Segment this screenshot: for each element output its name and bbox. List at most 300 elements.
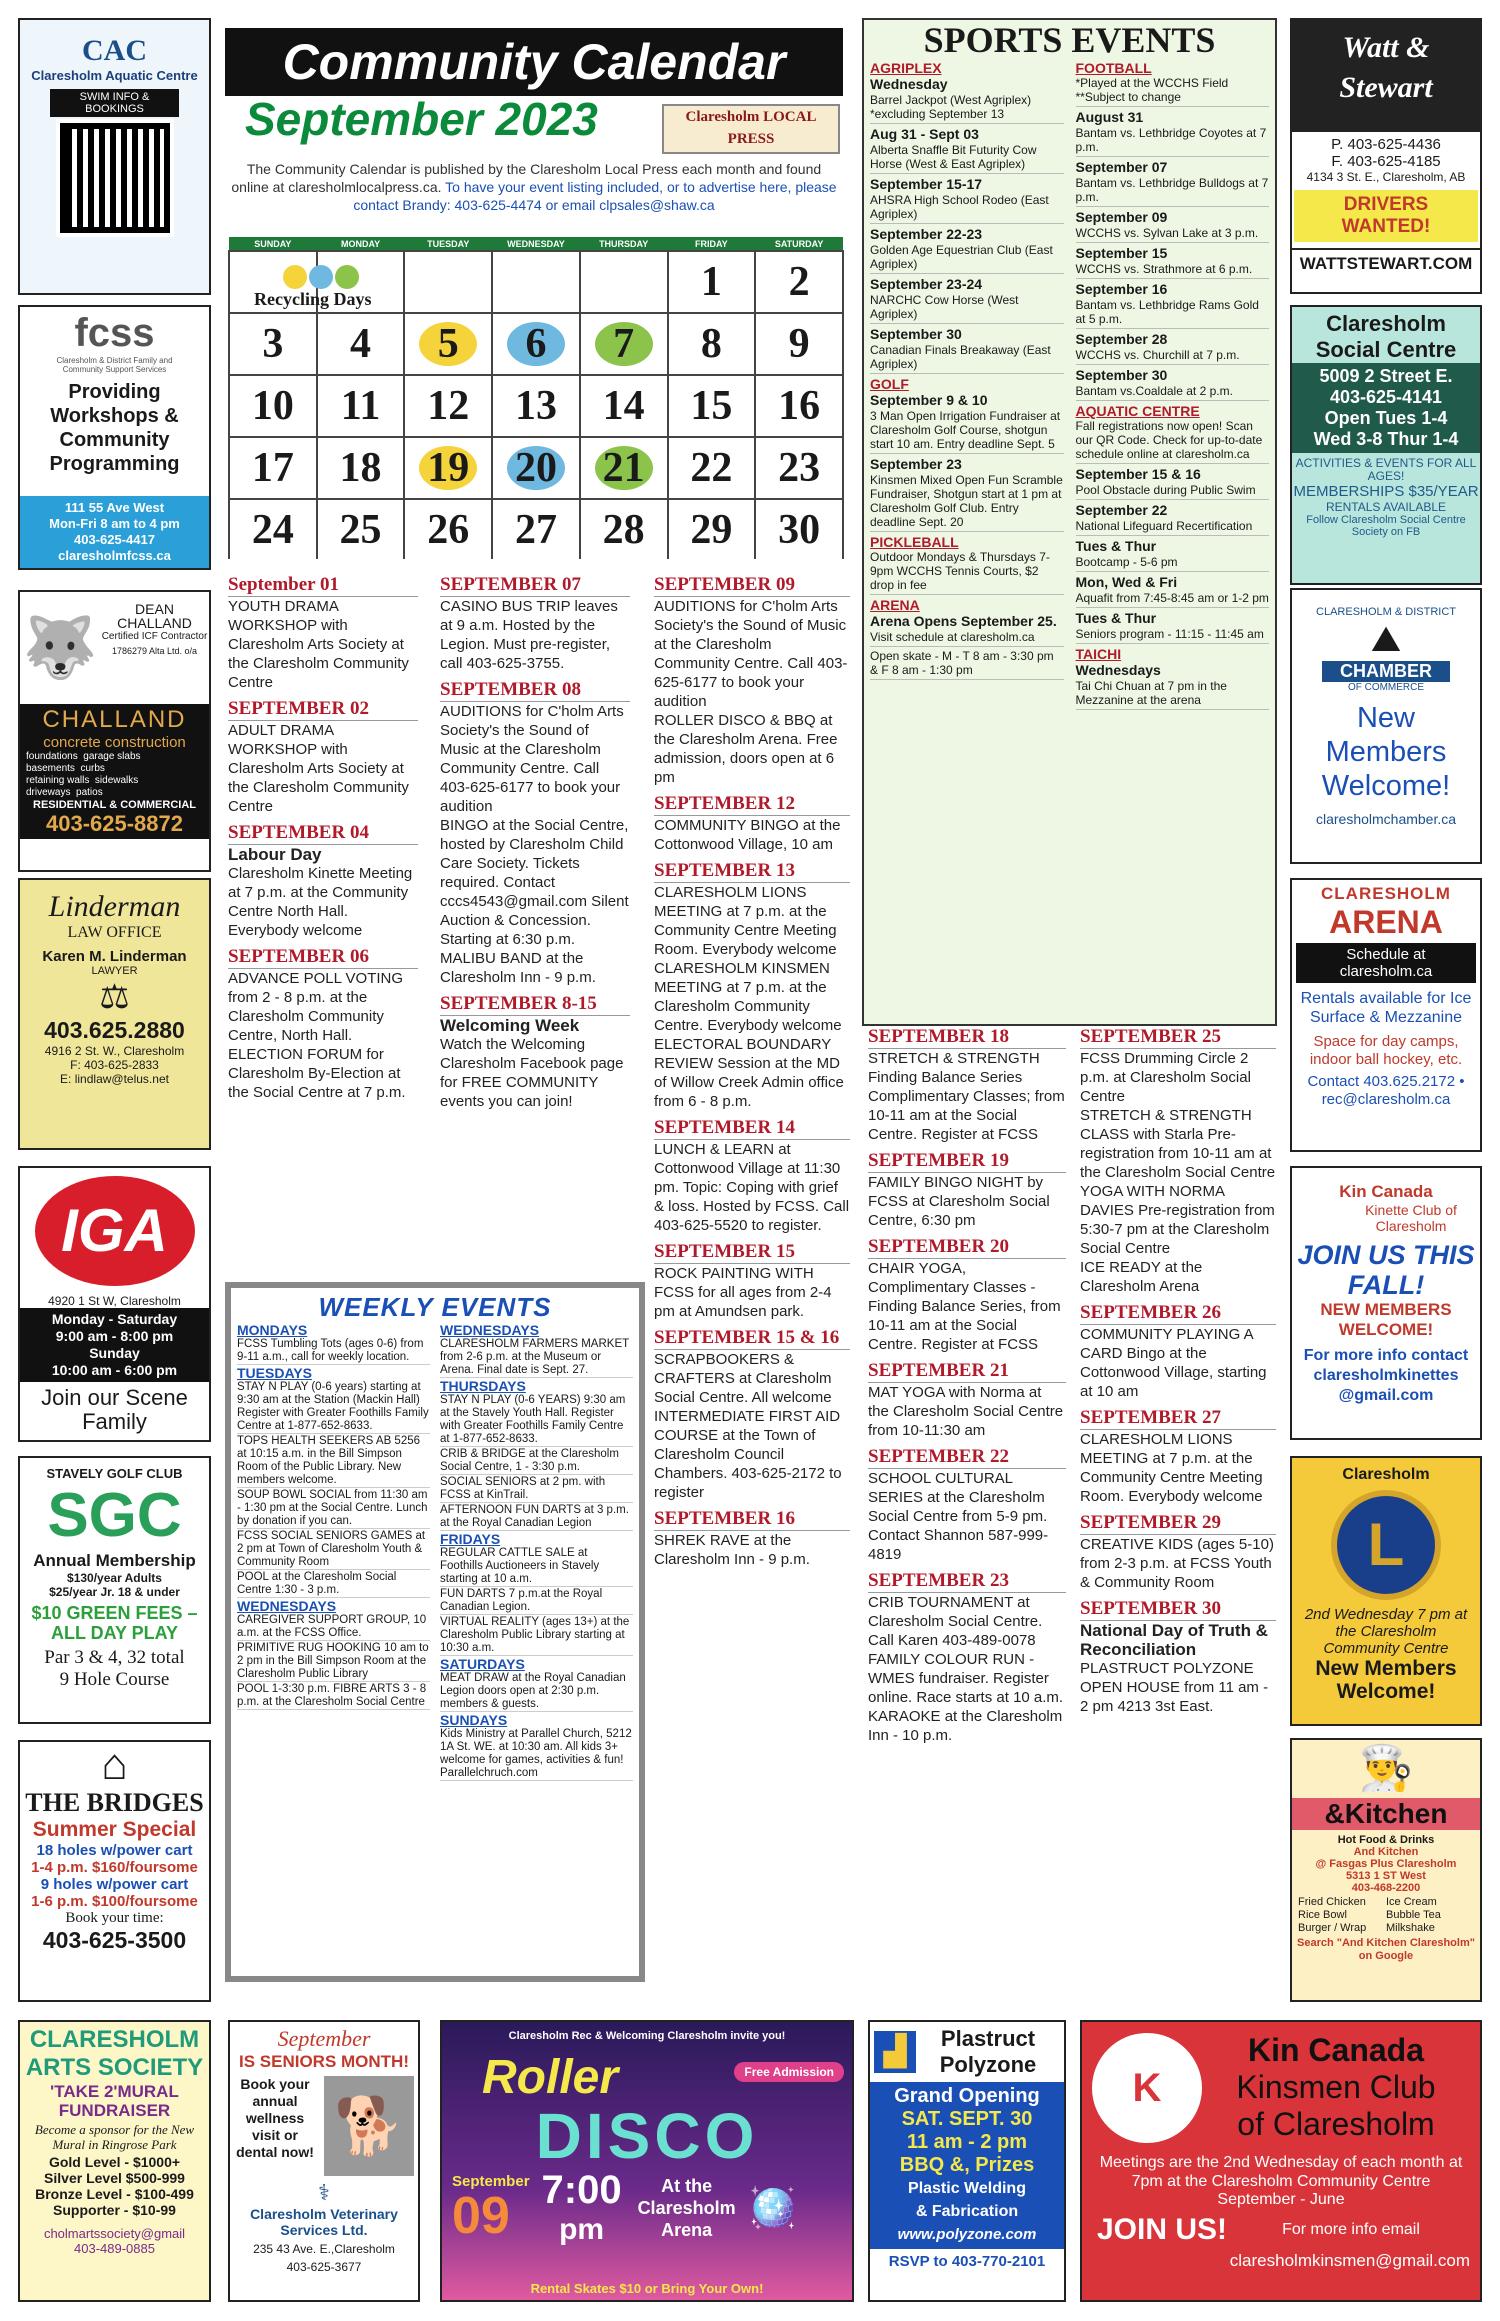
day-number: 19 [419, 446, 477, 490]
golf-membership: Annual Membership [33, 1551, 196, 1570]
watt-phone: P. 403-625-4436 [1331, 136, 1441, 153]
event-text: FCSS SOCIAL SENIORS GAMES at 2 pm at Town of Claresholm Youth & Community Room [237, 1530, 430, 1570]
event-text: CHAIR YOGA, Complimentary Classes - Finding Balance Series, from 10-11 am at the Social Centre. Register at FCSS [868, 1260, 1061, 1353]
chamber-coc: OF COMMERCE [1347, 682, 1425, 693]
contact-note[interactable]: To have your event listing included, or to advertise here, please contact Brandy: 403-625-4474 or email clpsales@shaw.ca [353, 179, 837, 213]
event-text: FAMILY BINGO NIGHT by FCSS at Claresholm Social Centre, 6:30 pm [868, 1174, 1050, 1229]
watt-stewart-logo: Watt & Stewart [1292, 20, 1480, 132]
seniors-month-2: IS SENIORS MONTH! [238, 2052, 409, 2071]
event-text: ADULT DRAMA WORKSHOP with Claresholm Arts Society at the Claresholm Community Centre [228, 722, 409, 815]
event-text: Outdoor Mondays & Thursdays 7-9pm WCCHS Tennis Courts, $2 drop in fee [870, 550, 1064, 595]
golf-par: Par 3 & 4, 32 total [44, 1647, 185, 1668]
calendar-day[interactable] [492, 251, 580, 313]
month-title: September 2023 [245, 93, 598, 145]
linderman-fax: F: 403-625-2833 [70, 1058, 159, 1072]
menu-item: Milkshake [1386, 1922, 1435, 1934]
section-heading: MONDAYS [237, 1322, 308, 1338]
kinsmen-email[interactable]: claresholmkinsmen@gmail.com [1229, 2251, 1470, 2270]
menu-item: Bubble Tea [1386, 1909, 1441, 1921]
kinette-new-members: NEW MEMBERS WELCOME! [1320, 1300, 1452, 1339]
event-text: Barrel Jackpot (West Agriplex) *excluding September 13 [870, 93, 1064, 124]
disco-pm: pm [559, 2213, 605, 2246]
day-number: 11 [340, 383, 381, 429]
challand-rc: RESIDENTIAL & COMMERCIAL [33, 799, 196, 811]
lions-ad[interactable] [1290, 1456, 1482, 1726]
kinette-club: Kinette Club of Claresholm [1365, 1202, 1457, 1234]
event-text: FCSS Drumming Circle 2 p.m. at Claresholm Social Centre [1080, 1050, 1251, 1105]
disco-roller: Roller [482, 2051, 619, 2104]
event-date: Aug 31 - Sept 03 [870, 126, 979, 142]
bridges-9holes: 9 holes w/power cart [40, 1876, 189, 1893]
iga-logo: IGA [35, 1176, 195, 1286]
event-date: September 28 [1075, 331, 1168, 347]
social-rentals: RENTALS AVAILABLE [1325, 500, 1447, 514]
day-number: 12 [427, 383, 470, 429]
day-number: 1 [700, 259, 722, 305]
event-date: SEPTEMBER 19 [868, 1150, 1066, 1173]
iga-ad[interactable] [18, 1166, 211, 1442]
calendar-day[interactable] [229, 499, 317, 559]
cac-ad[interactable] [18, 18, 211, 295]
mountain-icon: ⛰ [1370, 618, 1402, 659]
social-centre-ad[interactable] [1290, 305, 1482, 585]
event-text: AUDITIONS for C'holm Arts Society's the Sound of Music at the Claresholm Community Centre. Call 403-625-6177 to book your audition [440, 703, 624, 815]
event-date: Mon, Wed & Fri [1075, 574, 1178, 590]
vet-name: Claresholm Veterinary Services Ltd. [250, 2206, 398, 2238]
event-text: SOCIAL SENIORS at 2 pm. with FCSS at KinTrail. [440, 1476, 633, 1503]
event-text: Tai Chi Chuan at 7 pm in the Mezzanine at the arena [1076, 679, 1270, 710]
event-block [868, 1570, 1066, 1745]
bridges-house-icon: ⌂ [101, 1740, 128, 1789]
day-number: 30 [778, 507, 821, 553]
event-text: FUN DARTS 7 p.m.at the Royal Canadian Legion. [440, 1588, 633, 1615]
event-text: YOGA WITH NORMA DAVIES Pre-registration from 5:30-7 pm at the Claresholm Social Centre [1080, 1183, 1275, 1257]
roller-disco-ad[interactable] [440, 2020, 854, 2302]
event-text: Canadian Finals Breakaway (East Agriplex) [870, 343, 1064, 374]
arts-phone: 403-489-0885 [74, 2241, 155, 2256]
calendar-day[interactable] [580, 251, 668, 313]
event-text: PLASTRUCT POLYZONE OPEN HOUSE from 11 am - 2 pm 4213 3st East. [1080, 1660, 1269, 1715]
event-date: SEPTEMBER 22 [868, 1446, 1066, 1469]
event-text: PRIMITIVE RUG HOOKING 10 am to 2 pm in the Bill Simpson Room at the Claresholm Public Library [237, 1642, 429, 1680]
event-text: Kids Ministry at Parallel Church, 5212 1A St. WE. at 10:30 am. All kids 3+ welcome for games, activities & fun! Parallelchruch.com [440, 1728, 632, 1779]
disco-day: 09 [452, 2187, 510, 2245]
disco-month: September [452, 2173, 530, 2190]
calendar-day[interactable] [755, 313, 843, 375]
calendar-day[interactable] [404, 251, 492, 313]
day-number: 25 [339, 507, 382, 553]
weekly-title: WEEKLY EVENTS [318, 1292, 552, 1322]
arts-gold: Gold Level - $1000+ [48, 2154, 181, 2170]
event-text: BINGO at the Social Centre, hosted by Claresholm Child Care Society. Tickets required. Contact cccs4543@gmail.com Silent Auction & Concession. Starting at 6:30 p.m. [440, 817, 629, 948]
dog-photo-icon: 🐕 [324, 2076, 414, 2176]
event-block [1080, 1302, 1276, 1401]
event-date: September 01 [228, 574, 418, 597]
fcss-logo: fcss [74, 311, 155, 355]
kinsmen-kin-canada: Kin Canada [1247, 2032, 1425, 2068]
calendar-day[interactable] [404, 375, 492, 437]
drivers-wanted: DRIVERS WANTED! [1294, 190, 1478, 242]
day-number: 15 [690, 383, 733, 429]
arts-society-ad[interactable] [18, 2020, 211, 2302]
section-heading: GOLF [870, 376, 909, 392]
event-date: September 22-23 [870, 226, 983, 242]
event-date: SEPTEMBER 09 [654, 574, 850, 597]
event-date: Wednesdays [1075, 662, 1161, 678]
calendar-day[interactable] [317, 375, 405, 437]
cac-logo: CAC [82, 34, 147, 67]
calendar-day[interactable] [755, 375, 843, 437]
event-date: September 23 [870, 456, 962, 472]
event-block [440, 679, 630, 987]
calendar-day[interactable] [317, 313, 405, 375]
iga-scene: Join our Scene Family [41, 1385, 188, 1434]
event-date: SEPTEMBER 12 [654, 793, 850, 816]
event-block [654, 860, 850, 1111]
event-block [654, 1327, 850, 1502]
events-column-5 [1080, 1020, 1276, 2010]
event-date: SEPTEMBER 26 [1080, 1302, 1276, 1325]
menu-item: Rice Bowl [1298, 1909, 1347, 1921]
kitchen-address: 5313 1 ST West [1346, 1870, 1426, 1882]
day-number: 22 [690, 445, 733, 491]
calendar-day[interactable] [580, 437, 668, 499]
event-text: CLARESHOLM LIONS MEETING at 7 p.m. at the Community Centre Meeting Room. Everybody welcome [1080, 1431, 1263, 1505]
event-text: CRIB & BRIDGE at the Claresholm Social Centre, 1 - 3:30 p.m. [440, 1448, 633, 1475]
kitchen-search: Search "And Kitchen Claresholm" on Google [1297, 1937, 1475, 1962]
arena-contact: Contact 403.625.2172 • rec@claresholm.ca [1307, 1073, 1465, 1108]
event-text: Visit schedule at claresholm.ca [870, 630, 1064, 647]
recycling-label: Recycling Days [254, 289, 372, 309]
day-number: 16 [778, 383, 821, 429]
calendar-day[interactable] [404, 499, 492, 559]
day-number: 28 [602, 507, 645, 553]
linderman-ad[interactable] [18, 878, 211, 1150]
calendar-day[interactable] [229, 375, 317, 437]
event-text: MEAT DRAW at the Royal Canadian Legion doors open at 2:30 p.m. members & guests. [440, 1672, 633, 1712]
event-block [1080, 1407, 1276, 1506]
event-date: September 15-17 [870, 176, 983, 192]
day-number: 17 [251, 445, 294, 491]
social-phone: 403-625-4141 [1329, 387, 1443, 407]
event-text: WCCHS vs. Sylvan Lake at 3 p.m. [1076, 226, 1270, 243]
seniors-month-1: September [277, 2026, 371, 2051]
calendar-day[interactable] [317, 499, 405, 559]
calendar-day[interactable] [492, 499, 580, 559]
event-block [228, 946, 418, 1102]
day-number: 10 [251, 383, 294, 429]
day-header: SUNDAY [229, 237, 317, 251]
event-block [228, 698, 418, 816]
arena-title-2: ARENA [1329, 904, 1443, 940]
dean-name: DEAN [135, 601, 174, 617]
kitchen-location: @ Fasgas Plus Claresholm [1315, 1858, 1457, 1870]
arts-email[interactable]: cholmartssociety@gmail [43, 2226, 186, 2241]
calendar-day[interactable] [668, 251, 756, 313]
bridges-9price: 1-6 p.m. $100/foursome [31, 1893, 198, 1910]
chamber-top: CLARESHOLM & DISTRICT [1316, 606, 1456, 618]
opening-bbq: BBQ &, Prizes [899, 2154, 1035, 2176]
watt-fax: F. 403-625-4185 [1331, 153, 1441, 170]
day-number: 5 [419, 322, 477, 366]
arena-rentals: Rentals available for Ice Surface & Mezzanine [1300, 990, 1472, 1026]
day-number: 2 [788, 259, 810, 305]
event-text: FCSS Tumbling Tots (ages 0-6) from 9-11 a.m., call for weekly location. [237, 1338, 430, 1365]
fabrication: & Fabrication [915, 2203, 1019, 2220]
event-text: COMMUNITY PLAYING A CARD Bingo at the Cottonwood Village, starting at 10 am [1080, 1326, 1267, 1400]
social-open: Open Tues 1-4 [1324, 408, 1448, 428]
challand-ad[interactable] [18, 590, 211, 872]
event-text: LUNCH & LEARN at Cottonwood Village at 11:30 pm. Topic: Coping with grief & loss. Hosted by FCSS. Call 403-625-5520 to register. [654, 1141, 850, 1234]
event-text: CAREGIVER SUPPORT GROUP, 10 a.m. at the FCSS Office. [237, 1614, 430, 1641]
calendar-day[interactable] [668, 375, 756, 437]
sports-events-box [862, 18, 1277, 1026]
disco-time: 7:00 [541, 2168, 622, 2212]
event-text: STRETCH & STRENGTH Finding Balance Series Complimentary Classes; from 10-11 am at the Social Centre. Register at FCSS [868, 1050, 1065, 1143]
social-activities: ACTIVITIES & EVENTS FOR ALL AGES! [1295, 456, 1477, 483]
fcss-ad[interactable] [18, 305, 211, 570]
event-date: SEPTEMBER 15 & 16 [654, 1327, 850, 1350]
event-text: Bantam vs. Lethbridge Rams Gold at 5 p.m. [1076, 298, 1270, 329]
bridges-ad[interactable] [18, 1740, 211, 2002]
chamber-web[interactable]: claresholmchamber.ca [1315, 811, 1457, 827]
event-block [868, 1150, 1066, 1230]
arena-space: Space for day camps, indoor ball hockey, etc. [1309, 1033, 1463, 1068]
menu-item: Fried Chicken [1298, 1896, 1366, 1908]
plastruct-logo-icon: ▟ [874, 2031, 916, 2073]
sports-left-column [870, 60, 1064, 712]
section-heading: SUNDAYS [440, 1712, 508, 1728]
event-text: STAY N PLAY (0-6 years) starting at 9:30 am at the Station (Mackin Hall) Register with Greater Foothills Family Centre at 1-877-652-8633. [237, 1381, 429, 1432]
law-office-label: LAW OFFICE [67, 924, 162, 941]
event-text: FAMILY COLOUR RUN - WMES fundraiser. Register online. Race starts at 10 a.m. [868, 1651, 1064, 1706]
opening-time: 11 am - 2 pm [906, 2131, 1028, 2153]
cac-sub: Claresholm Aquatic Centre [31, 68, 198, 83]
event-date: SEPTEMBER 07 [440, 574, 630, 597]
kinsmen-ad[interactable] [1080, 2020, 1482, 2302]
seniors-month-ad[interactable] [228, 2020, 420, 2302]
calendar-day[interactable] [492, 313, 580, 375]
golf-holes: 9 Hole Course [59, 1669, 170, 1690]
event-highlight: Welcoming Week [440, 1016, 580, 1035]
disco-free: Free Admission [734, 2062, 844, 2082]
kinsmen-meetings: Meetings are the 2nd Wednesday of each month at 7pm at the Claresholm Community Centre [1099, 2154, 1463, 2190]
event-text: AHSRA High School Rodeo (East Agriplex) [870, 193, 1064, 224]
event-text: Open skate - M - T 8 am - 3:30 pm & F 8 am - 1:30 pm [870, 649, 1064, 680]
event-text: ROCK PAINTING WITH FCSS for all ages from 2-4 pm at Amundsen park. [654, 1265, 832, 1320]
day-header: WEDNESDAY [492, 237, 580, 251]
section-heading: TUESDAYS [237, 1365, 312, 1381]
chamber-logo: CHAMBER [1322, 661, 1450, 682]
iga-address: 4920 1 St W, Claresholm [48, 1294, 181, 1308]
vet-phone: 403-625-3677 [286, 2260, 362, 2274]
disco-ball-icon: 🪩 [747, 2186, 798, 2230]
event-text: Pool Obstacle during Public Swim [1076, 483, 1270, 500]
qr-code-icon [60, 123, 170, 233]
event-text: SOUP BOWL SOCIAL from 11:30 am - 1:30 pm at the Social Centre. Lunch by donation if you can. [237, 1489, 430, 1529]
event-text: National Lifeguard Recertification [1076, 519, 1270, 536]
event-block [440, 993, 630, 1111]
event-text: AUDITIONS for C'holm Arts Society's the Sound of Music at the Claresholm Community Centre. Call 403-625-6177 to book your audition [654, 598, 848, 710]
challand-brand: CHALLAND [42, 706, 187, 733]
chamber-welcome: New Members Welcome! [1321, 702, 1451, 802]
event-block [228, 822, 418, 940]
plastruct-ad[interactable] [868, 2020, 1066, 2302]
event-date: September 9 & 10 [870, 392, 988, 408]
event-text: Alberta Snaffle Bit Futurity Cow Horse (West & East Agriplex) [870, 143, 1064, 174]
event-block [654, 574, 850, 787]
calendar-day[interactable] [229, 437, 317, 499]
golf-price-adult: $130/year Adults [67, 1571, 162, 1585]
calendar-day[interactable] [404, 437, 492, 499]
iga-hours-1: Monday - Saturday [51, 1311, 178, 1327]
arts-title-1: CLARESHOLM [29, 2026, 200, 2053]
lions-title: Claresholm [1342, 1466, 1430, 1483]
events-column-3 [654, 568, 850, 1988]
event-text: INTERMEDIATE FIRST AID COURSE at the Town of Claresholm Council Chambers. 403-625-2172 to register [654, 1408, 842, 1501]
calendar-day[interactable] [580, 375, 668, 437]
event-block [228, 574, 418, 692]
lawyer-role: LAWYER [91, 965, 138, 977]
event-text: CLARESHOLM FARMERS MARKET from 2-6 p.m. at the Museum or Arena. Final date is Sept. 27. [440, 1338, 633, 1378]
event-block [868, 1236, 1066, 1354]
calendar-day[interactable] [404, 313, 492, 375]
sports-right-column [1076, 60, 1270, 712]
event-block [1080, 1026, 1276, 1296]
event-text: CLARESHOLM LIONS MEETING at 7 p.m. at the Community Centre Meeting Room. Everybody welcome [654, 884, 837, 958]
watt-stewart-ad[interactable] [1290, 18, 1482, 294]
golf-club-name: STAVELY GOLF CLUB [46, 1466, 183, 1481]
calendar-day[interactable] [492, 375, 580, 437]
plastruct-rsvp: RSVP to 403-770-2101 [888, 2253, 1046, 2270]
kitchen-ad[interactable] [1290, 1738, 1482, 2002]
challand-name: CHALLAND [117, 615, 192, 631]
kitchen-logo: &Kitchen [1292, 1798, 1480, 1830]
linderman-phone: 403.625.2880 [44, 1017, 185, 1043]
calendar-day[interactable] [229, 313, 317, 375]
plastruct-name: Plastruct [940, 2026, 1036, 2051]
section-heading: FRIDAYS [440, 1531, 501, 1547]
arts-supporter: Supporter - $10-99 [53, 2202, 176, 2218]
day-number: 29 [690, 507, 733, 553]
event-text: Bantam vs. Lethbridge Coyotes at 7 p.m. [1076, 126, 1270, 157]
polyzone-web[interactable]: www.polyzone.com [897, 2226, 1037, 2243]
event-date: September 16 [1075, 281, 1168, 297]
event-text: VIRTUAL REALITY (ages 13+) at the Claresholm Public Library starting at 10:30 a.m. [440, 1616, 633, 1656]
calendar-day[interactable] [580, 499, 668, 559]
watt-web[interactable]: WATTSTEWART.COM [1292, 248, 1480, 274]
event-block [868, 1446, 1066, 1564]
event-text: YOUTH DRAMA WORKSHOP with Claresholm Arts Society at the Claresholm Community Centre [228, 598, 409, 691]
arena-schedule: Schedule at claresholm.ca [1296, 943, 1476, 983]
arts-bronze: Bronze Level - $100-499 [35, 2186, 194, 2202]
bridges-book: Book your time: [65, 1910, 164, 1926]
kinsmen-club: Kinsmen Club [1236, 2069, 1436, 2105]
event-date: SEPTEMBER 21 [868, 1360, 1066, 1383]
social-title-2: Social Centre [1315, 337, 1457, 362]
event-date: Tues & Thur [1075, 538, 1157, 554]
event-text: Fall registrations now open! Scan our QR Code. Check for up-to-date schedule online at claresholm.ca [1076, 419, 1270, 464]
day-number: 21 [595, 446, 653, 490]
calendar-day[interactable] [492, 437, 580, 499]
day-number: 4 [350, 321, 372, 367]
event-text: CREATIVE KIDS (ages 5-10) from 2-3 p.m. at FCSS Youth & Community Room [1080, 1536, 1274, 1591]
event-date: September 07 [1075, 159, 1168, 175]
linderman-logo: Linderman [48, 890, 181, 923]
kinsmen-claresholm: of Claresholm [1237, 2106, 1435, 2142]
event-highlight: National Day of Truth & Reconciliation [1080, 1621, 1268, 1659]
month-calendar [228, 237, 844, 559]
publication-note: The Community Calendar is published by the Claresholm Local Press each month and found online at claresholmlocalpress.ca. [231, 161, 822, 195]
section-heading: SATURDAYS [440, 1656, 525, 1672]
day-number: 18 [339, 445, 382, 491]
chamber-ad[interactable] [1290, 588, 1482, 864]
event-text: CRIB TOURNAMENT at Claresholm Social Centre. Call Karen 403-489-0078 [868, 1594, 1043, 1649]
event-text: AFTERNOON FUN DARTS at 3 p.m. at the Royal Canadian Legion [440, 1504, 633, 1531]
seniors-book: Book your annual wellness visit or dental now! [236, 2076, 314, 2160]
event-block [1080, 1512, 1276, 1592]
event-text: Watch the Welcoming Claresholm Facebook page for FREE COMMUNITY events you can join! [440, 1036, 624, 1110]
event-date: SEPTEMBER 29 [1080, 1512, 1276, 1535]
event-text: Claresholm Kinette Meeting at 7 p.m. at the Community Centre North Hall. Everybody welcome [228, 865, 413, 939]
challand-services: foundations garage slabs basements curbs retaining walls sidewalks driveways patios [26, 751, 141, 798]
day-number: 23 [778, 445, 821, 491]
calendar-day[interactable] [580, 313, 668, 375]
event-block [1080, 1598, 1276, 1716]
event-text: ELECTORAL BOUNDARY REVIEW Session at the MD of Willow Creek Admin office from 6 - 8 p.m. [654, 1036, 844, 1110]
day-number: 8 [700, 321, 722, 367]
disco-invite: Claresholm Rec & Welcoming Claresholm invite you! [508, 2030, 786, 2042]
day-number: 24 [251, 507, 294, 553]
arena-ad[interactable] [1290, 878, 1482, 1152]
event-text: SCHOOL CULTURAL SERIES at the Claresholm Social Centre from 5-9 pm. Contact Shannon 587-999-4819 [868, 1470, 1049, 1563]
calendar-day[interactable] [755, 437, 843, 499]
day-number: 13 [514, 383, 557, 429]
social-address: 5009 2 Street E. [1319, 366, 1453, 386]
event-block [868, 1026, 1066, 1144]
section-heading: ARENA [870, 597, 920, 613]
section-heading: TAICHI [1075, 646, 1122, 662]
event-highlight: Labour Day [228, 845, 322, 864]
day-number: 3 [262, 321, 284, 367]
golf-green-fees: $10 GREEN FEES – ALL DAY PLAY [31, 1603, 198, 1643]
calendar-day[interactable] [317, 437, 405, 499]
stavely-golf-ad[interactable] [18, 1456, 211, 1724]
arena-title-1: CLARESHOLM [1321, 884, 1451, 903]
kinette-ad[interactable] [1290, 1166, 1482, 1440]
day-number: 7 [595, 322, 653, 366]
wolf-icon: 🐺 [22, 614, 98, 681]
page-title: Community Calendar [225, 28, 843, 96]
fcss-web: claresholmfcss.ca [58, 548, 171, 563]
arts-title-2: ARTS SOCIETY [25, 2054, 204, 2081]
calendar-day[interactable] [668, 313, 756, 375]
fcss-sub: Claresholm & District Family and Community Support Services [56, 356, 173, 374]
event-text: SCRAPBOOKERS & CRAFTERS at Claresholm Social Centre. All welcome [654, 1351, 832, 1406]
calendar-day[interactable] [755, 251, 843, 313]
arts-sponsor: Become a sponsor for the New Mural in Ringrose Park [34, 2122, 195, 2152]
sgc-logo: SGC [47, 1481, 182, 1550]
calendar-day[interactable] [668, 437, 756, 499]
event-text: CASINO BUS TRIP leaves at 9 a.m. Hosted by the Legion. Must pre-register, call 403-625-3755. [440, 598, 618, 672]
day-header: SATURDAY [755, 237, 843, 251]
event-date: SEPTEMBER 30 [1080, 1598, 1276, 1621]
calendar-day[interactable] [668, 499, 756, 559]
lions-logo-icon: L [1331, 1490, 1441, 1600]
events-column-4 [868, 1020, 1066, 2010]
event-date: September 30 [1075, 367, 1168, 383]
calendar-day[interactable] [755, 499, 843, 559]
